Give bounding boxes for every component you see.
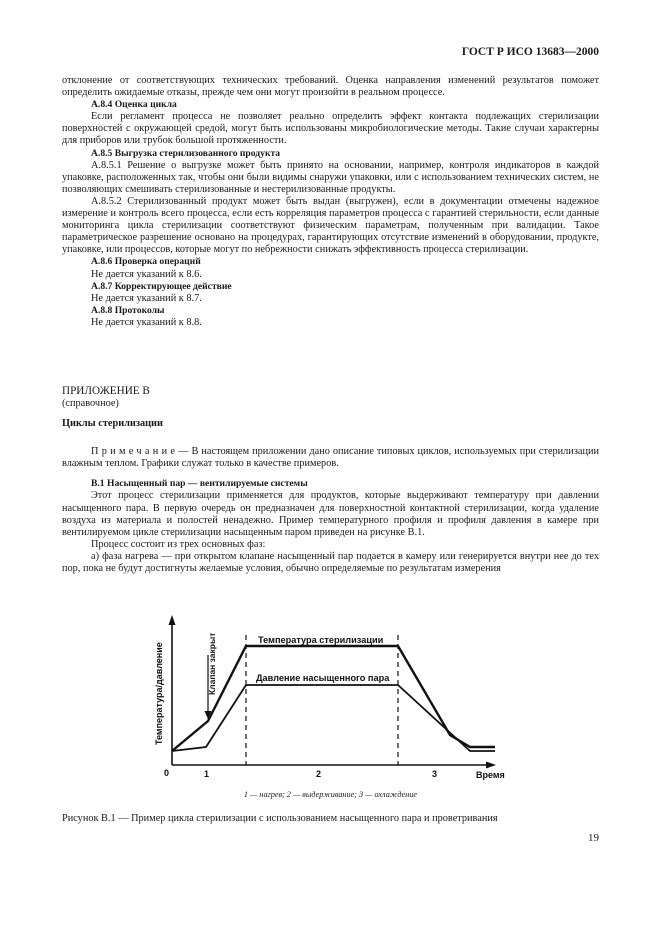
x-axis-label: Время	[476, 770, 505, 780]
paragraph-continuation: отклонение от соответствующих технических требований. Оценка направления изменений результатов поможет определить ожидаемые отказы, прежде чем они могут произойти в реальном процессе.	[62, 75, 599, 99]
note-text: — В настоящем приложении дано описание типовых циклов, используемых при стерилизации влажным теплом. Графики служат только в качестве примеров.	[62, 446, 599, 470]
valve-closed-label: Клапан закрыт	[207, 632, 217, 695]
paragraph-b1-2: Процесс состоит из трех основных фаз:	[91, 538, 266, 550]
paragraph-b1-1: Этот процесс стерилизации применяется для продуктов, которые выдерживают температуру при давлении насыщенного пара. В первую очередь он предназначен для поверхностной контактной стерилизации, когда удаление воздуха из материала и полостей ненадежно. Пример температурного профиля и профиля давления в камере при вентилируемом цикле стерилизации насыщенным паром приведен на рисунке В.1.	[62, 490, 599, 538]
heading-a85: А.8.5 Выгрузка стерилизованного продукта	[91, 147, 281, 159]
standard-header: ГОСТ Р ИСО 13683—2000	[461, 46, 599, 58]
sterilization-cycle-diagram	[150, 613, 520, 788]
paragraph-a84: Если регламент процесса не позволяет реально определить эффект контакта подлежащих стерилизации поверхностей с окружающей средой, могут быть использованы микробиологические методы. Такие случаи характерны для приборов или трубок большой протяженности.	[62, 111, 599, 147]
appendix-title: ПРИЛОЖЕНИЕ В	[62, 384, 150, 397]
paragraph-a852: А.8.5.2 Стерилизованный продукт может быть выдан (выгружен), если в документации отмечены надежное измерение и контроль всего процесса, если есть корреляция параметров процесса с гарантией стерильности, если данные мониторинга цикла стерилизации соответствуют физическим параметрам, полученным при валидации. Такое параметрическое разрешение основано на процедурах, гарантирующих отсутствие изменений в оборудовании, продукте, упаковке, или процессов, которые могут по небрежности снижать эффективность процесса стерилизации.	[62, 195, 599, 256]
appendix-type: (справочное)	[62, 397, 119, 409]
y-axis-arrow	[169, 615, 176, 625]
paragraph-a86: Не дается указаний к 8.6.	[91, 268, 202, 280]
temperature-curve	[172, 646, 495, 751]
heading-a86: А.8.6 Проверка операций	[91, 256, 201, 268]
origin-label: 0	[164, 768, 170, 778]
paragraph-a88: Не дается указаний к 8.8.	[91, 316, 202, 328]
x-axis-arrow	[486, 762, 496, 769]
paragraph-a87: Не дается указаний к 8.7.	[91, 292, 202, 304]
heading-a84: А.8.4 Оценка цикла	[91, 99, 177, 111]
note-label: Примечание	[91, 446, 179, 458]
y-axis-label: Температура/давление	[154, 642, 164, 745]
paragraph-b1-3: а) фаза нагрева — при открытом клапане насыщенный пар подается в камеру или генерируется внутри нее до тех пор, пока не будут достигнуты желаемые условия, обычно определяемые по результатам измерения	[62, 550, 599, 574]
figure-caption: Рисунок В.1 — Пример цикла стерилизации с использованием насыщенного пара и проветривания	[62, 813, 498, 824]
phase-number-2: 2	[316, 769, 322, 779]
heading-a88: А.8.8 Протоколы	[91, 304, 165, 316]
heading-a87: А.8.7 Корректирующее действие	[91, 280, 232, 292]
phase-number-3: 3	[432, 769, 438, 779]
body-text	[62, 75, 599, 575]
figure-legend: 1 — нагрев; 2 — выдерживание; 3 — охлаждение	[243, 790, 418, 799]
heading-b1: В.1 Насыщенный пар — вентилируемые системы	[91, 478, 308, 490]
temperature-label: Температура стерилизации	[258, 635, 384, 645]
paragraph-a851: А.8.5.1 Решение о выгрузке может быть принято на основании, например, контроля индикаторов в каждой упаковке, расположенных так, чтобы они были видимы снаружи упаковки, или с использованием технических систем, не позволяющих смешивать стерилизованные и нестерилизованные продукты.	[62, 159, 599, 195]
note-paragraph	[62, 446, 599, 470]
appendix-heading: Циклы стерилизации	[62, 418, 163, 430]
pressure-label: Давление насыщенного пара	[256, 673, 390, 683]
page-number: 19	[588, 832, 599, 844]
phase-number-1: 1	[204, 769, 210, 779]
